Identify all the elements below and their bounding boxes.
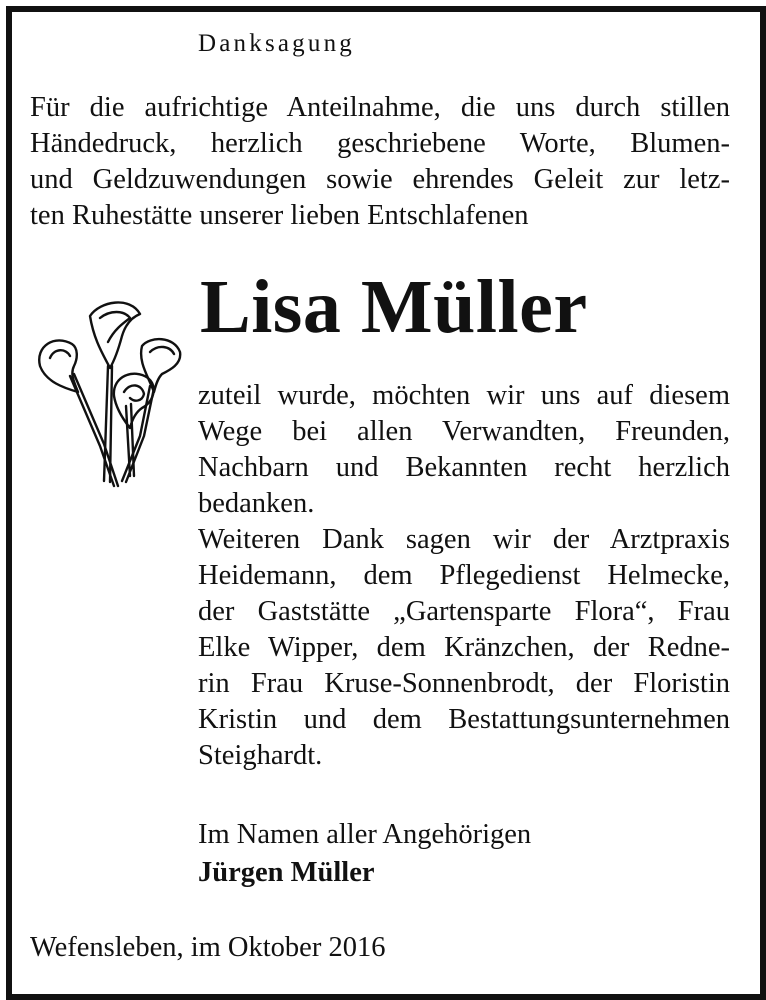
deceased-name: Lisa Müller <box>200 265 588 349</box>
body-line: Heidemann, dem Pflegedienst Helmecke, <box>198 560 730 591</box>
body-line: Elke Wipper, dem Kränzchen, der Redne- <box>198 632 730 663</box>
body-line: Kristin und dem Bestattungsunternehmen <box>198 704 730 735</box>
body-line: Wege bei allen Verwandten, Freunden, <box>198 416 730 447</box>
body-line: Weiteren Dank sagen wir der Arztpraxis <box>198 524 730 555</box>
place-date: Wefensleben, im Oktober 2016 <box>30 932 386 963</box>
notice-heading: Danksagung <box>198 30 355 57</box>
intro-line: Für die aufrichtige Anteilnahme, die uns durch stillen <box>30 92 730 123</box>
body-line: Nachbarn und Bekannten recht herzlich <box>198 452 730 483</box>
intro-line: ten Ruhestätte unserer lieben Entschlafenen <box>30 200 529 231</box>
intro-line: und Geldzuwendungen sowie ehrendes Geleit zur letz- <box>30 164 730 195</box>
body-line: rin Frau Kruse-Sonnenbrodt, der Floristin <box>198 668 730 699</box>
closing-line: Im Namen aller Angehörigen <box>198 819 532 850</box>
calla-lily-bouquet-icon <box>30 296 190 496</box>
body-line: Steighardt. <box>198 740 323 771</box>
signature: Jürgen Müller <box>198 857 375 888</box>
intro-line: Händedruck, herzlich geschriebene Worte, Blumen- <box>30 128 730 159</box>
body-line: der Gaststätte „Gartensparte Flora“, Frau <box>198 596 730 627</box>
body-line: bedanken. <box>198 488 315 519</box>
body-line: zuteil wurde, möchten wir uns auf diesem <box>198 380 730 411</box>
